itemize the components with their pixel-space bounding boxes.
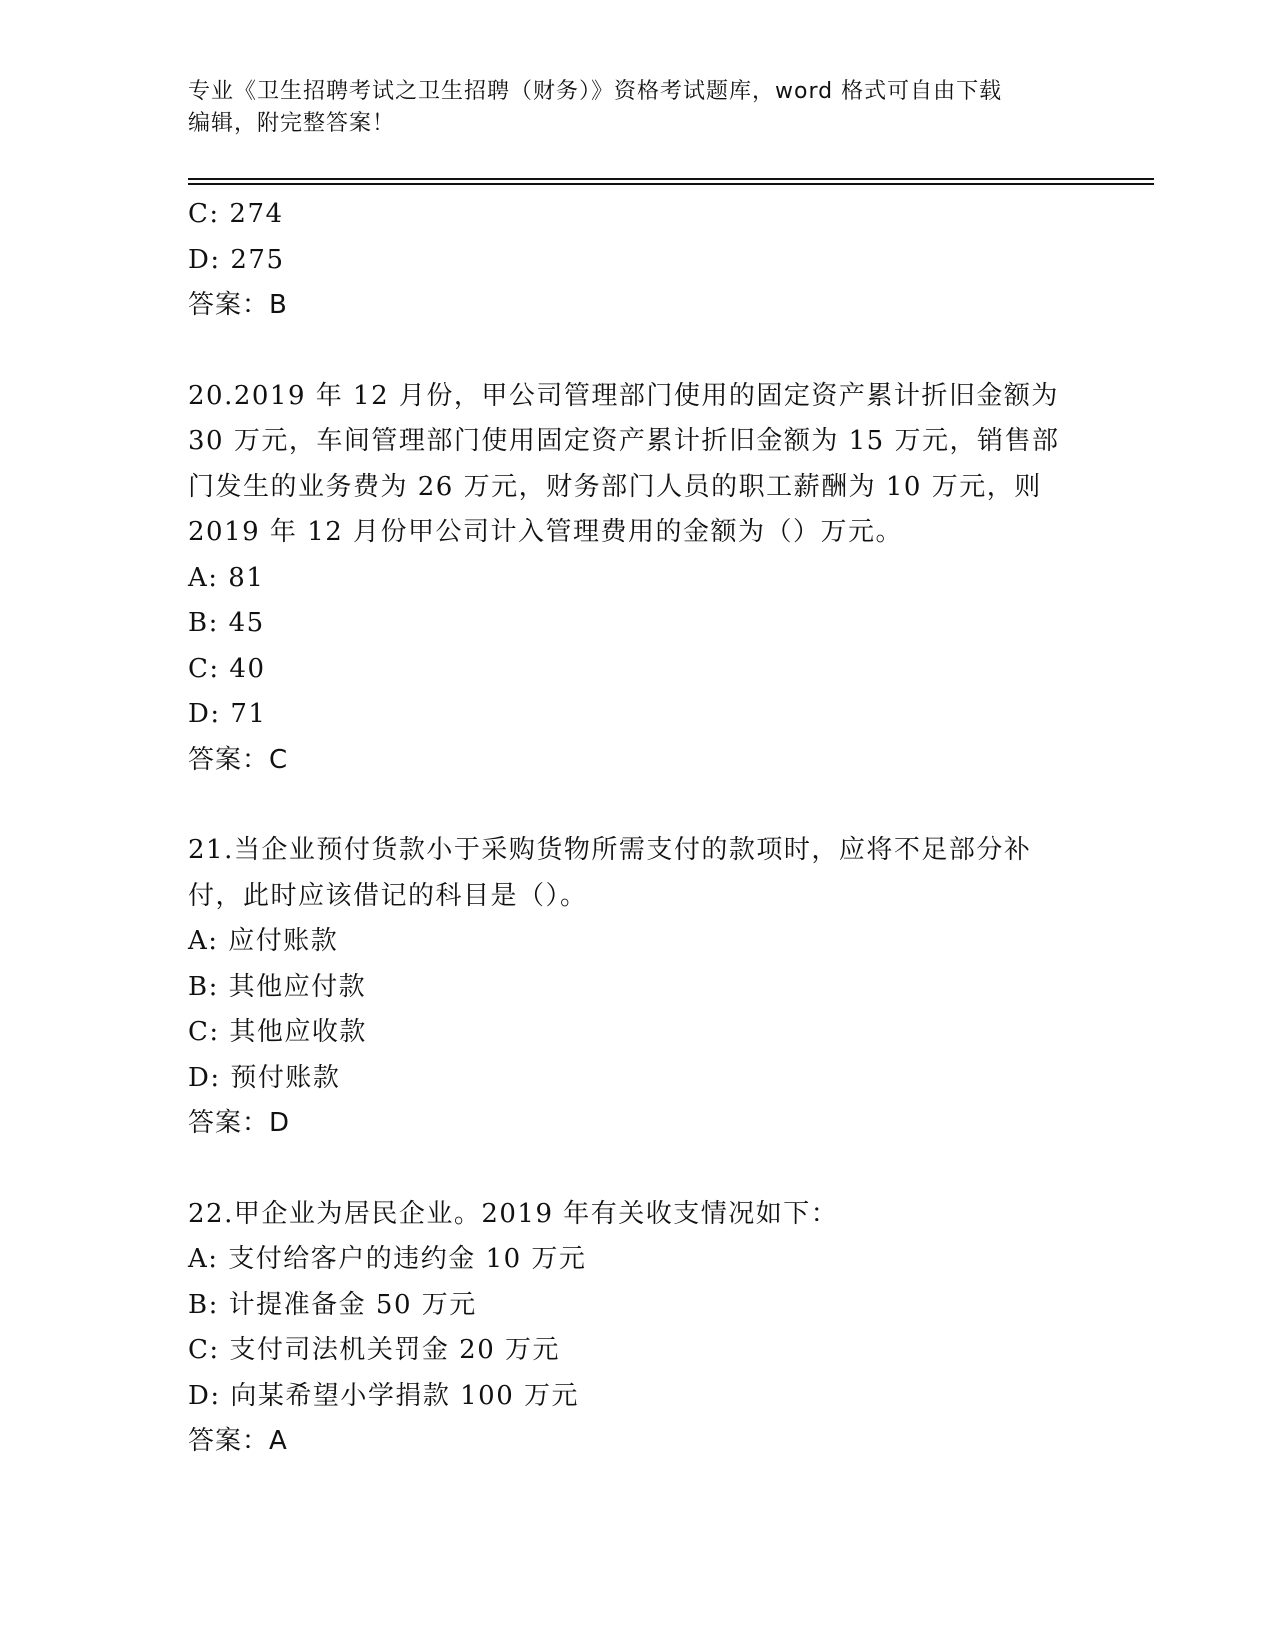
stem-line: 20.2019 年 12 月份，甲公司管理部门使用的固定资产累计折旧金额为 [188, 380, 1059, 411]
option-d: D: 向某希望小学捐款 100 万元 [188, 1380, 580, 1411]
option-c: C: 40 [188, 653, 266, 684]
question-content [188, 192, 1088, 1465]
question-20 [188, 374, 1088, 784]
option-c: C: 其他应收款 [188, 1017, 367, 1047]
answer-line: 答案：D [188, 1108, 291, 1138]
header-line-1: 专业《卫生招聘考试之卫生招聘（财务）》资格考试题库，word 格式可自由下载 [188, 79, 1003, 104]
option-d: D: 71 [188, 699, 267, 729]
option-c: C: 274 [188, 199, 284, 229]
option-d: D: 预付账款 [188, 1062, 341, 1093]
header-rule-bottom [188, 183, 1154, 185]
option-b: B: 计提准备金 50 万元 [188, 1289, 477, 1320]
answer-line: 答案：B [188, 290, 288, 320]
stem-line: 22.甲企业为居民企业。2019 年有关收支情况如下： [188, 1198, 839, 1229]
question-stem [188, 1192, 1088, 1238]
answer-line: 答案：A [188, 1426, 288, 1456]
stem-line: 门发生的业务费为 26 万元，财务部门人员的职工薪酬为 10 万元，则 [188, 471, 1042, 502]
answer-line: 答案：C [188, 744, 289, 775]
header-rule-top [188, 178, 1154, 180]
stem-line: 30 万元，车间管理部门使用固定资产累计折旧金额为 15 万元，销售部 [188, 426, 1060, 456]
stem-line: 付，此时应该借记的科目是（）。 [188, 880, 588, 911]
stem-line: 21.当企业预付货款小于采购货物所需支付的款项时，应将不足部分补 [188, 835, 1032, 865]
option-b: B: 45 [188, 608, 265, 638]
previous-question-tail [188, 192, 1088, 329]
question-22 [188, 1192, 1088, 1465]
question-stem [188, 374, 1088, 556]
stem-line: 2019 年 12 月份甲公司计入管理费用的金额为（）万元。 [188, 517, 904, 547]
option-c: C: 支付司法机关罚金 20 万元 [188, 1335, 561, 1365]
option-a: A: 支付给客户的违约金 10 万元 [188, 1244, 587, 1274]
option-a: A: 应付账款 [188, 926, 339, 956]
question-21 [188, 828, 1088, 1147]
option-a: A: 81 [188, 562, 265, 593]
option-d: D: 275 [188, 244, 285, 275]
option-b: B: 其他应付款 [188, 971, 367, 1002]
header-note [188, 76, 1088, 140]
question-stem [188, 828, 1088, 919]
header-line-2: 编辑，附完整答案！ [188, 111, 396, 136]
